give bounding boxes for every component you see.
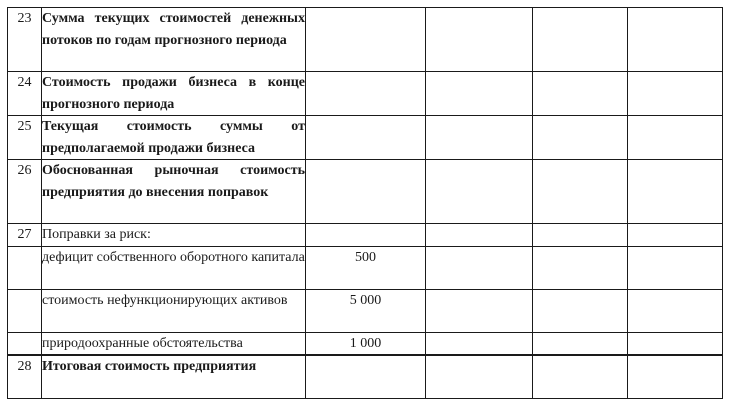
empty-cell — [628, 160, 723, 224]
empty-cell — [628, 355, 723, 398]
empty-cell — [426, 72, 533, 116]
empty-cell — [426, 160, 533, 224]
row-number: 28 — [8, 355, 42, 398]
empty-cell — [628, 8, 723, 72]
valuation-table — [7, 7, 723, 399]
empty-cell — [628, 116, 723, 160]
row-value — [306, 160, 426, 224]
row-label: Поправки за риск: — [42, 224, 306, 247]
row-number: 25 — [8, 116, 42, 160]
empty-cell — [533, 224, 628, 247]
row-value: 1 000 — [306, 332, 426, 355]
row-number — [8, 246, 42, 289]
empty-cell — [426, 332, 533, 355]
row-label: Итоговая стоимость предприятия — [42, 355, 306, 398]
row-label: природоохранные обстоятельства — [42, 332, 306, 355]
empty-cell — [533, 8, 628, 72]
row-value — [306, 8, 426, 72]
row-number: 26 — [8, 160, 42, 224]
empty-cell — [628, 246, 723, 289]
empty-cell — [426, 355, 533, 398]
empty-cell — [533, 289, 628, 332]
table-row — [8, 289, 723, 332]
row-number: 23 — [8, 8, 42, 72]
table-row — [8, 355, 723, 398]
table-row — [8, 224, 723, 247]
row-label: Текущая стоимость суммы от предполагаемой продажи бизнеса — [42, 116, 306, 160]
empty-cell — [426, 289, 533, 332]
table-row — [8, 332, 723, 355]
empty-cell — [426, 246, 533, 289]
empty-cell — [628, 72, 723, 116]
row-value: 500 — [306, 246, 426, 289]
empty-cell — [533, 160, 628, 224]
row-value — [306, 116, 426, 160]
row-label: Стоимость продажи бизнеса в конце прогнозного периода — [42, 72, 306, 116]
empty-cell — [628, 224, 723, 247]
row-value — [306, 72, 426, 116]
row-label: Обоснованная рыночная стоимость предприятия до внесения поправок — [42, 160, 306, 224]
empty-cell — [426, 224, 533, 247]
row-number: 24 — [8, 72, 42, 116]
table-row — [8, 160, 723, 224]
empty-cell — [426, 116, 533, 160]
row-number: 27 — [8, 224, 42, 247]
row-label: стоимость нефункционирующих активов — [42, 289, 306, 332]
row-value — [306, 224, 426, 247]
row-number — [8, 289, 42, 332]
empty-cell — [533, 246, 628, 289]
empty-cell — [533, 355, 628, 398]
table-row — [8, 72, 723, 116]
row-number — [8, 332, 42, 355]
empty-cell — [628, 289, 723, 332]
empty-cell — [426, 8, 533, 72]
empty-cell — [533, 332, 628, 355]
table-row — [8, 116, 723, 160]
empty-cell — [533, 72, 628, 116]
row-value: 5 000 — [306, 289, 426, 332]
table-row — [8, 8, 723, 72]
empty-cell — [533, 116, 628, 160]
empty-cell — [628, 332, 723, 355]
row-label: Сумма текущих стоимостей денежных потоков по годам прогнозного периода — [42, 8, 306, 72]
row-value — [306, 355, 426, 398]
table-row — [8, 246, 723, 289]
row-label: дефицит собственного оборотного капитала — [42, 246, 306, 289]
